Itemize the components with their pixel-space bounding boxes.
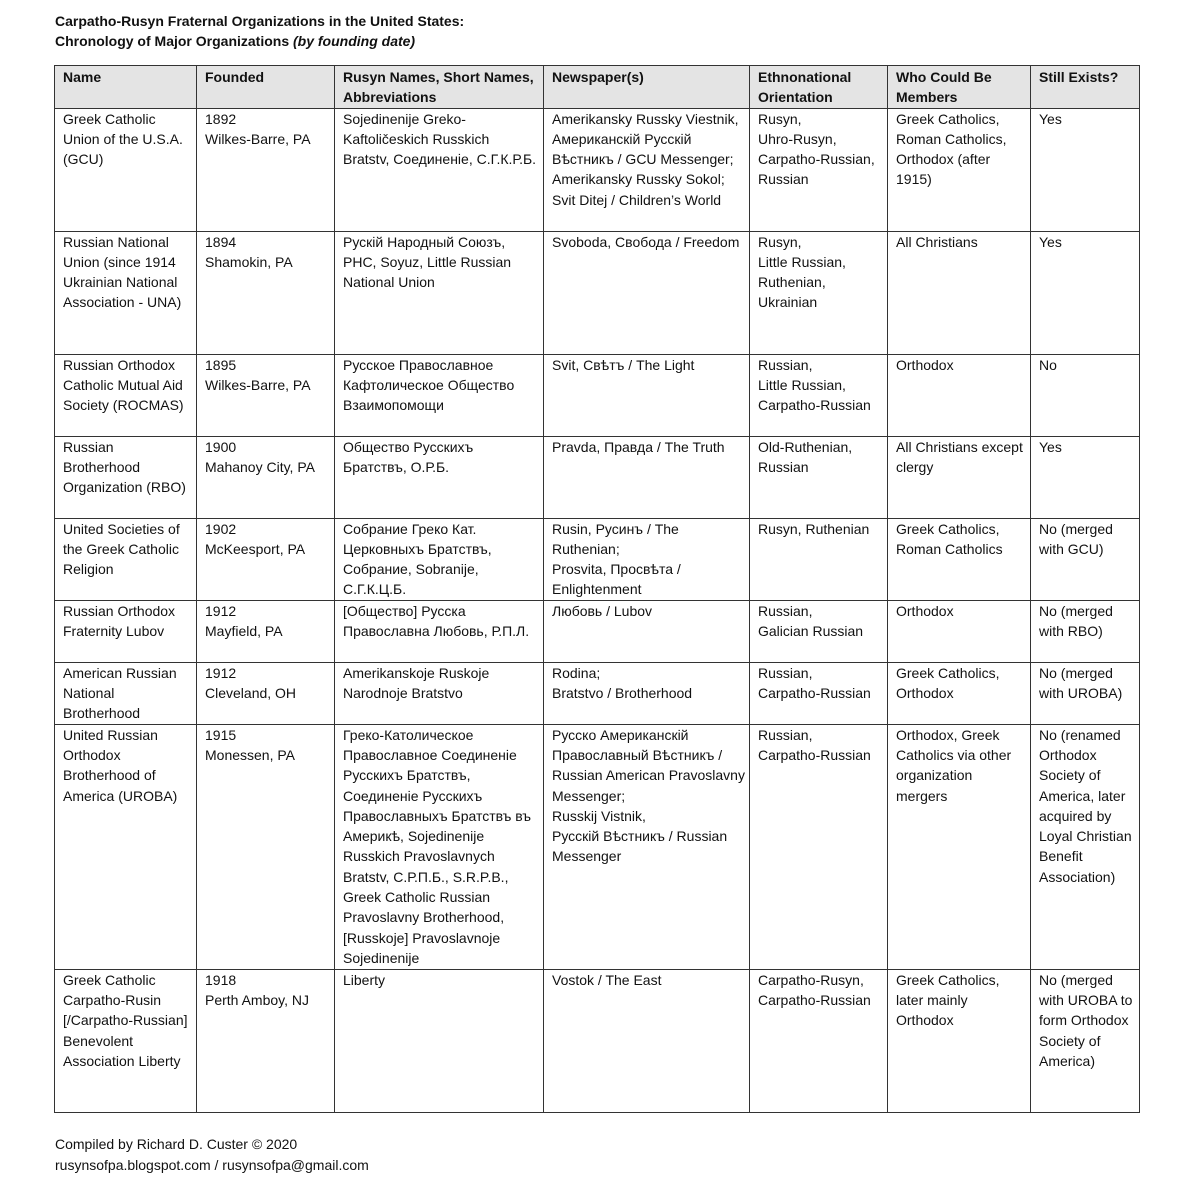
cell-ethnonational: Rusyn, Uhro-Rusyn, Carpatho-Russian, Russian: [750, 108, 888, 231]
col-header-still-exists: Still Exists?: [1031, 66, 1140, 109]
cell-ethnonational: Rusyn, Little Russian, Ruthenian, Ukrainian: [750, 231, 888, 354]
cell-rusyn-names: Sojedinenije Greko-Kaftoličeskich Russkich Bratstv, Соединеніе, С.Г.К.Р.Б.: [335, 108, 544, 231]
cell-newspapers: Amerikansky Russky Viestnik, Американскій Русскій Вѣстникъ / GCU Messenger; Amerikansky Russky Sokol; Svit Ditej / Children’s World: [544, 108, 750, 231]
col-header-newspapers: Newspaper(s): [544, 66, 750, 109]
cell-members: All Christians: [888, 231, 1031, 354]
cell-rusyn-names: Amerikanskoje Ruskoje Narodnoje Bratstvo: [335, 662, 544, 724]
document-title: [55, 11, 464, 51]
cell-still-exists: Yes: [1031, 108, 1140, 231]
table-row: [55, 600, 1140, 662]
cell-still-exists: No (merged with UROBA to form Orthodox Society of America): [1031, 969, 1140, 1112]
cell-name: Russian National Union (since 1914 Ukrainian National Association - UNA): [55, 231, 197, 354]
cell-founded: 1918 Perth Amboy, NJ: [197, 969, 335, 1112]
cell-newspapers: Rusin, Русинъ / The Ruthenian; Prosvita, Просвѣта / Enlightenment: [544, 518, 750, 600]
table-row: [55, 436, 1140, 518]
cell-still-exists: No: [1031, 354, 1140, 436]
cell-name: Russian Brotherhood Organization (RBO): [55, 436, 197, 518]
cell-ethnonational: Old-Ruthenian, Russian: [750, 436, 888, 518]
title-note: (by founding date): [293, 33, 416, 49]
cell-name: Greek Catholic Carpatho-Rusin [/Carpatho-Russian] Benevolent Association Liberty: [55, 969, 197, 1112]
title-line-1: Carpatho-Rusyn Fraternal Organizations in the United States:: [55, 13, 465, 29]
col-header-name: Name: [55, 66, 197, 109]
cell-newspapers: Vostok / The East: [544, 969, 750, 1112]
cell-still-exists: No (merged with GCU): [1031, 518, 1140, 600]
cell-members: Orthodox, Greek Catholics via other organization mergers: [888, 724, 1031, 969]
table-row: [55, 108, 1140, 231]
footer-credit: Compiled by Richard D. Custer © 2020: [55, 1136, 298, 1152]
cell-founded: 1902 McKeesport, PA: [197, 518, 335, 600]
table-row: [55, 354, 1140, 436]
cell-members: Greek Catholics, Orthodox: [888, 662, 1031, 724]
chronology-table: [54, 65, 1140, 1113]
cell-founded: 1894 Shamokin, PA: [197, 231, 335, 354]
cell-newspapers: Rodina; Bratstvo / Brotherhood: [544, 662, 750, 724]
table-row: [55, 724, 1140, 969]
cell-founded: 1892 Wilkes-Barre, PA: [197, 108, 335, 231]
cell-rusyn-names: Греко-Католическое Православное Соединеніе Русскихъ Братствъ, Соединеніе Русскихъ Православныхъ Братствъ въ Америкѣ, Sojedinenije Russkich Pravoslavnych Bratstv, С.Р.П.Б., S.R.P.B., Greek Catholic Russian Pravoslavny Brotherhood, [Russkoje] Pravoslavnoje Sojedinenije: [335, 724, 544, 969]
cell-rusyn-names: Рускій Народный Союзъ, РНС, Soyuz, Little Russian National Union: [335, 231, 544, 354]
cell-ethnonational: Carpatho-Rusyn, Carpatho-Russian: [750, 969, 888, 1112]
cell-founded: 1912 Mayfield, PA: [197, 600, 335, 662]
cell-name: United Russian Orthodox Brotherhood of America (UROBA): [55, 724, 197, 969]
cell-members: Orthodox: [888, 354, 1031, 436]
cell-rusyn-names: Русское Православное Кафтолическое Общество Взаимопомощи: [335, 354, 544, 436]
col-header-founded: Founded: [197, 66, 335, 109]
cell-rusyn-names: Собрание Греко Кат. Церковныхъ Братствъ, Собрание, Sobranije, С.Г.К.Ц.Б.: [335, 518, 544, 600]
cell-name: Greek Catholic Union of the U.S.A. (GCU): [55, 108, 197, 231]
table-row: [55, 518, 1140, 600]
cell-ethnonational: Russian, Galician Russian: [750, 600, 888, 662]
cell-newspapers: Svoboda, Свобода / Freedom: [544, 231, 750, 354]
cell-ethnonational: Rusyn, Ruthenian: [750, 518, 888, 600]
cell-still-exists: Yes: [1031, 231, 1140, 354]
table-row: [55, 231, 1140, 354]
cell-members: Orthodox: [888, 600, 1031, 662]
cell-members: Greek Catholics, Roman Catholics, Orthodox (after 1915): [888, 108, 1031, 231]
cell-still-exists: No (merged with RBO): [1031, 600, 1140, 662]
cell-rusyn-names: Общество Русскихъ Братствъ, О.Р.Б.: [335, 436, 544, 518]
cell-ethnonational: Russian, Carpatho-Russian: [750, 662, 888, 724]
cell-still-exists: No (renamed Orthodox Society of America, later acquired by Loyal Christian Benefit Association): [1031, 724, 1140, 969]
col-header-members: Who Could Be Members: [888, 66, 1031, 109]
cell-newspapers: Любовь / Lubov: [544, 600, 750, 662]
col-header-ethnonational: Ethnonational Orientation: [750, 66, 888, 109]
cell-still-exists: Yes: [1031, 436, 1140, 518]
cell-founded: 1895 Wilkes-Barre, PA: [197, 354, 335, 436]
cell-name: United Societies of the Greek Catholic Religion: [55, 518, 197, 600]
cell-members: Greek Catholics, later mainly Orthodox: [888, 969, 1031, 1112]
cell-newspapers: Svit, Свѣтъ / The Light: [544, 354, 750, 436]
title-line-2: Chronology of Major Organizations: [55, 33, 293, 49]
cell-founded: 1915 Monessen, PA: [197, 724, 335, 969]
cell-members: All Christians except clergy: [888, 436, 1031, 518]
table-row: [55, 662, 1140, 724]
cell-rusyn-names: [Общество] Русска Православна Любовь, Р.П.Л.: [335, 600, 544, 662]
cell-rusyn-names: Liberty: [335, 969, 544, 1112]
footer: [55, 1134, 369, 1175]
cell-newspapers: Pravda, Правда / The Truth: [544, 436, 750, 518]
col-header-rusyn-names: Rusyn Names, Short Names, Abbreviations: [335, 66, 544, 109]
cell-name: Russian Orthodox Fraternity Lubov: [55, 600, 197, 662]
cell-name: American Russian National Brotherhood: [55, 662, 197, 724]
cell-members: Greek Catholics, Roman Catholics: [888, 518, 1031, 600]
table-row: [55, 969, 1140, 1112]
footer-contact: rusynsofpa.blogspot.com / rusynsofpa@gmail.com: [55, 1156, 369, 1173]
header-row: [55, 66, 1140, 109]
cell-founded: 1900 Mahanoy City, PA: [197, 436, 335, 518]
cell-ethnonational: Russian, Carpatho-Russian: [750, 724, 888, 969]
cell-founded: 1912 Cleveland, OH: [197, 662, 335, 724]
cell-name: Russian Orthodox Catholic Mutual Aid Society (ROCMAS): [55, 354, 197, 436]
cell-still-exists: No (merged with UROBA): [1031, 662, 1140, 724]
cell-newspapers: Русско Американскій Православный Вѣстникъ / Russian American Pravoslavny Messenger; Russkij Vistnik, Русскій Вѣстникъ / Russian Messenger: [544, 724, 750, 969]
cell-ethnonational: Russian, Little Russian, Carpatho-Russian: [750, 354, 888, 436]
